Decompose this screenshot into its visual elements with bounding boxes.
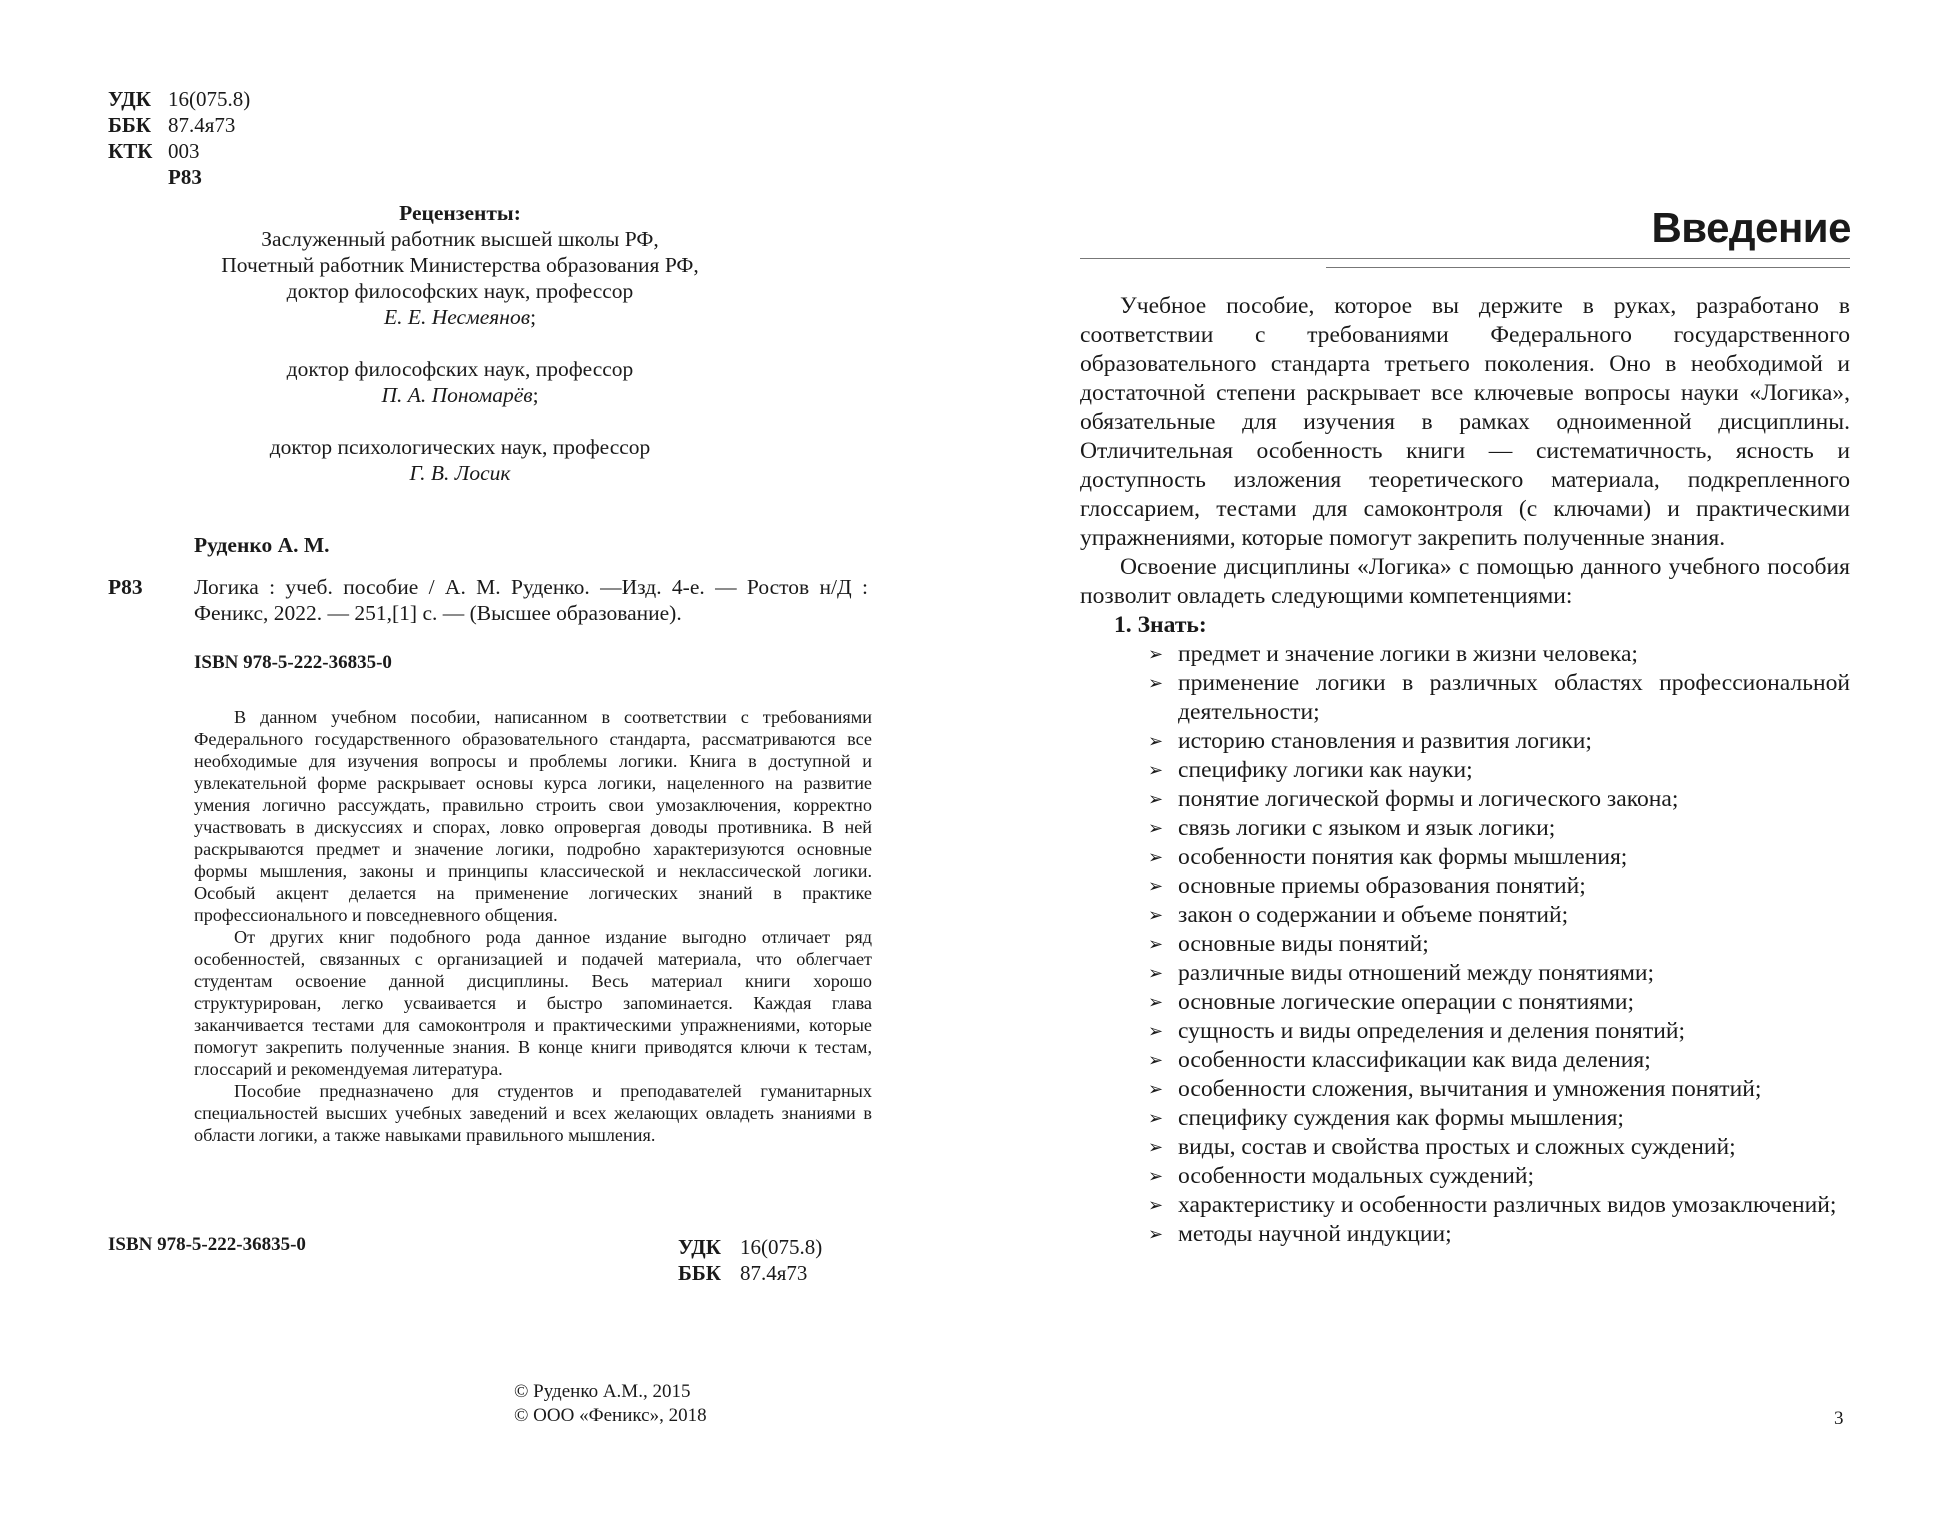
list-item: ➢ виды, состав и свойства простых и сложных суждений; <box>1148 1134 1736 1160</box>
udk-value: 16(075.8) <box>740 1235 823 1259</box>
intro-paragraph: Учебное пособие, которое вы держите в руках, разработано в соответствии с требованиями Федерального государственного образовательного стандарта третьего поколения. Оно в необходимой и достаточной степени раскрывает все ключевые вопросы науки «Логика», обязательные для изучения в рамках одноименной дисциплины. Отличительная особенность книги — систематичность, ясность и доступность изложения теоретического материала, подкрепленного глоссарием, тестами для самоконтроля (с ключами) и практическими упражнениями, которые помогут закрепить полученные знания. <box>1080 293 1850 551</box>
introduction-body <box>1080 292 1850 1249</box>
arrow-bullet-icon: ➢ <box>1148 1079 1164 1100</box>
udk-row <box>678 1234 822 1260</box>
list-item: ➢ основные виды понятий; <box>1148 931 1429 957</box>
reviewer-name: П. А. Пономарёв <box>381 383 533 407</box>
bib-description: Логика : учеб. пособие / А. М. Руденко. —Изд. 4-е. — Ростов н/Д : Феникс, 2022. — 251,[1] с. — (Высшее образование). <box>194 575 868 625</box>
author-name: Руденко А. М. <box>194 533 330 557</box>
reviewer-separator: ; <box>530 305 537 329</box>
arrow-bullet-icon: ➢ <box>1148 934 1164 955</box>
list-item: ➢ особенности классификации как вида деления; <box>1148 1047 1651 1073</box>
list-item: ➢ особенности понятия как формы мышления; <box>1148 844 1628 870</box>
list-item: ➢ особенности сложения, вычитания и умножения понятий; <box>1148 1076 1762 1102</box>
classification-codes <box>108 86 250 190</box>
list-item: ➢ сущность и виды определения и деления понятий; <box>1148 1018 1686 1044</box>
arrow-bullet-icon: ➢ <box>1148 731 1164 752</box>
author-mark: Р83 <box>168 165 202 189</box>
bib-entry-row <box>108 574 868 626</box>
arrow-bullet-icon: ➢ <box>1148 818 1164 839</box>
udk-row <box>108 86 250 112</box>
arrow-bullet-icon: ➢ <box>1148 1195 1164 1216</box>
reviewer-name-row <box>190 460 730 486</box>
list-item: ➢ методы научной индукции; <box>1148 1221 1452 1247</box>
list-item: ➢ специфику суждения как формы мышления; <box>1148 1105 1624 1131</box>
copyright-line: © ООО «Феникс», 2018 <box>514 1405 707 1426</box>
arrow-bullet-icon: ➢ <box>1148 876 1164 897</box>
competency-list <box>1080 640 1850 1249</box>
arrow-bullet-icon: ➢ <box>1148 963 1164 984</box>
arrow-bullet-icon: ➢ <box>1148 1050 1164 1071</box>
page-number: 3 <box>1834 1408 1844 1429</box>
classification-codes-bottom <box>678 1234 822 1286</box>
annotation-paragraph: От других книг подобного рода данное издание выгодно отличает ряд особенностей, связанных с организацией и подачей материала, что облегчает студентам освоение данной дисциплины. Весь материал книги хорошо структурирован, легко усваивается и быстро запоминается. Каждая глава заканчивается тестами для самоконтроля и практическими упражнениями, которые помогут закрепить полученные знания. В конце книги приводятся ключи к тестам, глоссарий и рекомендуемая литература. <box>194 927 872 1079</box>
annotation-paragraph: В данном учебном пособии, написанном в соответствии с требованиями Федерального государственного образовательного стандарта, рассматриваются все необходимые для изучения вопросы и проблемы логики. Книга в доступной и увлекательной форме раскрывает основы курса логики, нацеленного на развитие умения логично рассуждать, правильно строить свои умозаключения, корректно участвовать в дискуссиях и спорах, ловко опровергая доводы противника. В ней раскрываются предмет и значение логики, подробно характеризуются основные формы мышления, законы и принципы классической и неклассической логики. Особый акцент делается на применение логических знаний в практике профессионального и повседневного общения. <box>194 707 872 925</box>
list-item: ➢ различные виды отношений между понятиями; <box>1148 960 1655 986</box>
list-item: ➢ закон о содержании и объеме понятий; <box>1148 902 1569 928</box>
bbk-value: 87.4я73 <box>168 113 236 137</box>
ktk-label: КТК <box>108 139 153 163</box>
intro-paragraph: Освоение дисциплины «Логика» с помощью данного учебного пособия позволит овладеть следующими компетенциями: <box>1080 554 1850 609</box>
arrow-bullet-icon: ➢ <box>1148 992 1164 1013</box>
reviewer-line: доктор философских наук, профессор <box>286 357 634 381</box>
bibliographic-entry <box>108 532 868 626</box>
reviewers-block <box>190 200 730 486</box>
reviewer-name-row <box>190 304 730 330</box>
know-heading: 1. Знать: <box>1114 612 1207 638</box>
arrow-bullet-icon: ➢ <box>1148 760 1164 781</box>
arrow-bullet-icon: ➢ <box>1148 1137 1164 1158</box>
list-item: ➢ специфику логики как науки; <box>1148 757 1473 783</box>
reviewer-name: Г. В. Лосик <box>409 461 511 485</box>
reviewer-line: доктор философских наук, профессор <box>286 279 634 303</box>
annotation <box>194 706 872 1146</box>
arrow-bullet-icon: ➢ <box>1148 1224 1164 1245</box>
chapter-title: Введение <box>1651 204 1851 251</box>
arrow-bullet-icon: ➢ <box>1148 905 1164 926</box>
list-item: ➢ основные приемы образования понятий; <box>1148 873 1586 899</box>
bbk-value: 87.4я73 <box>740 1261 808 1285</box>
reviewer-name-row <box>190 382 730 408</box>
ktk-row <box>108 138 250 164</box>
copyright-block <box>514 1380 707 1428</box>
arrow-bullet-icon: ➢ <box>1148 644 1164 665</box>
list-item: ➢ особенности модальных суждений; <box>1148 1163 1535 1189</box>
list-item: ➢ понятие логической формы и логического закона; <box>1148 786 1679 812</box>
udk-value: 16(075.8) <box>168 87 251 111</box>
isbn-bottom: ISBN 978-5-222-36835-0 <box>108 1234 306 1255</box>
bbk-row <box>678 1260 822 1286</box>
reviewer-name: Е. Е. Несмеянов <box>383 305 531 329</box>
list-item: ➢ основные логические операции с понятиями; <box>1148 989 1635 1015</box>
list-item: ➢ историю становления и развития логики; <box>1148 728 1592 754</box>
isbn-top: ISBN 978-5-222-36835-0 <box>194 652 392 673</box>
reviewers-heading: Рецензенты: <box>399 201 521 225</box>
list-item: ➢ применение логики в различных областях профессиональной деятельности; <box>1148 670 1850 725</box>
bbk-label: ББК <box>678 1261 721 1285</box>
udk-label: УДК <box>108 87 151 111</box>
arrow-bullet-icon: ➢ <box>1148 1021 1164 1042</box>
bib-author-mark: Р83 <box>108 575 143 599</box>
bbk-row <box>108 112 250 138</box>
list-item: ➢ характеристику и особенности различных видов умозаключений; <box>1148 1192 1837 1218</box>
title-rule-short <box>1326 267 1850 268</box>
reviewer-line: Заслуженный работник высшей школы РФ, <box>261 227 659 251</box>
bbk-label: ББК <box>108 113 151 137</box>
reviewer-line: Почетный работник Министерства образования РФ, <box>221 253 699 277</box>
udk-label: УДК <box>678 1235 721 1259</box>
arrow-bullet-icon: ➢ <box>1148 789 1164 810</box>
title-rule <box>1080 258 1850 259</box>
copyright-line: © Руденко А.М., 2015 <box>514 1381 691 1402</box>
list-item: ➢ предмет и значение логики в жизни человека; <box>1148 641 1638 667</box>
reviewer-separator: ; <box>532 383 539 407</box>
list-item: ➢ связь логики с языком и язык логики; <box>1148 815 1556 841</box>
arrow-bullet-icon: ➢ <box>1148 1166 1164 1187</box>
annotation-paragraph: Пособие предназначено для студентов и преподавателей гуманитарных специальностей высших учебных заведений и всех желающих овладеть знаниями в области логики, а также навыками правильного мышления. <box>194 1081 872 1145</box>
arrow-bullet-icon: ➢ <box>1148 847 1164 868</box>
arrow-bullet-icon: ➢ <box>1148 1108 1164 1129</box>
reviewer-line: доктор психологических наук, профессор <box>269 435 651 459</box>
ktk-value: 003 <box>168 139 200 163</box>
arrow-bullet-icon: ➢ <box>1148 673 1164 694</box>
